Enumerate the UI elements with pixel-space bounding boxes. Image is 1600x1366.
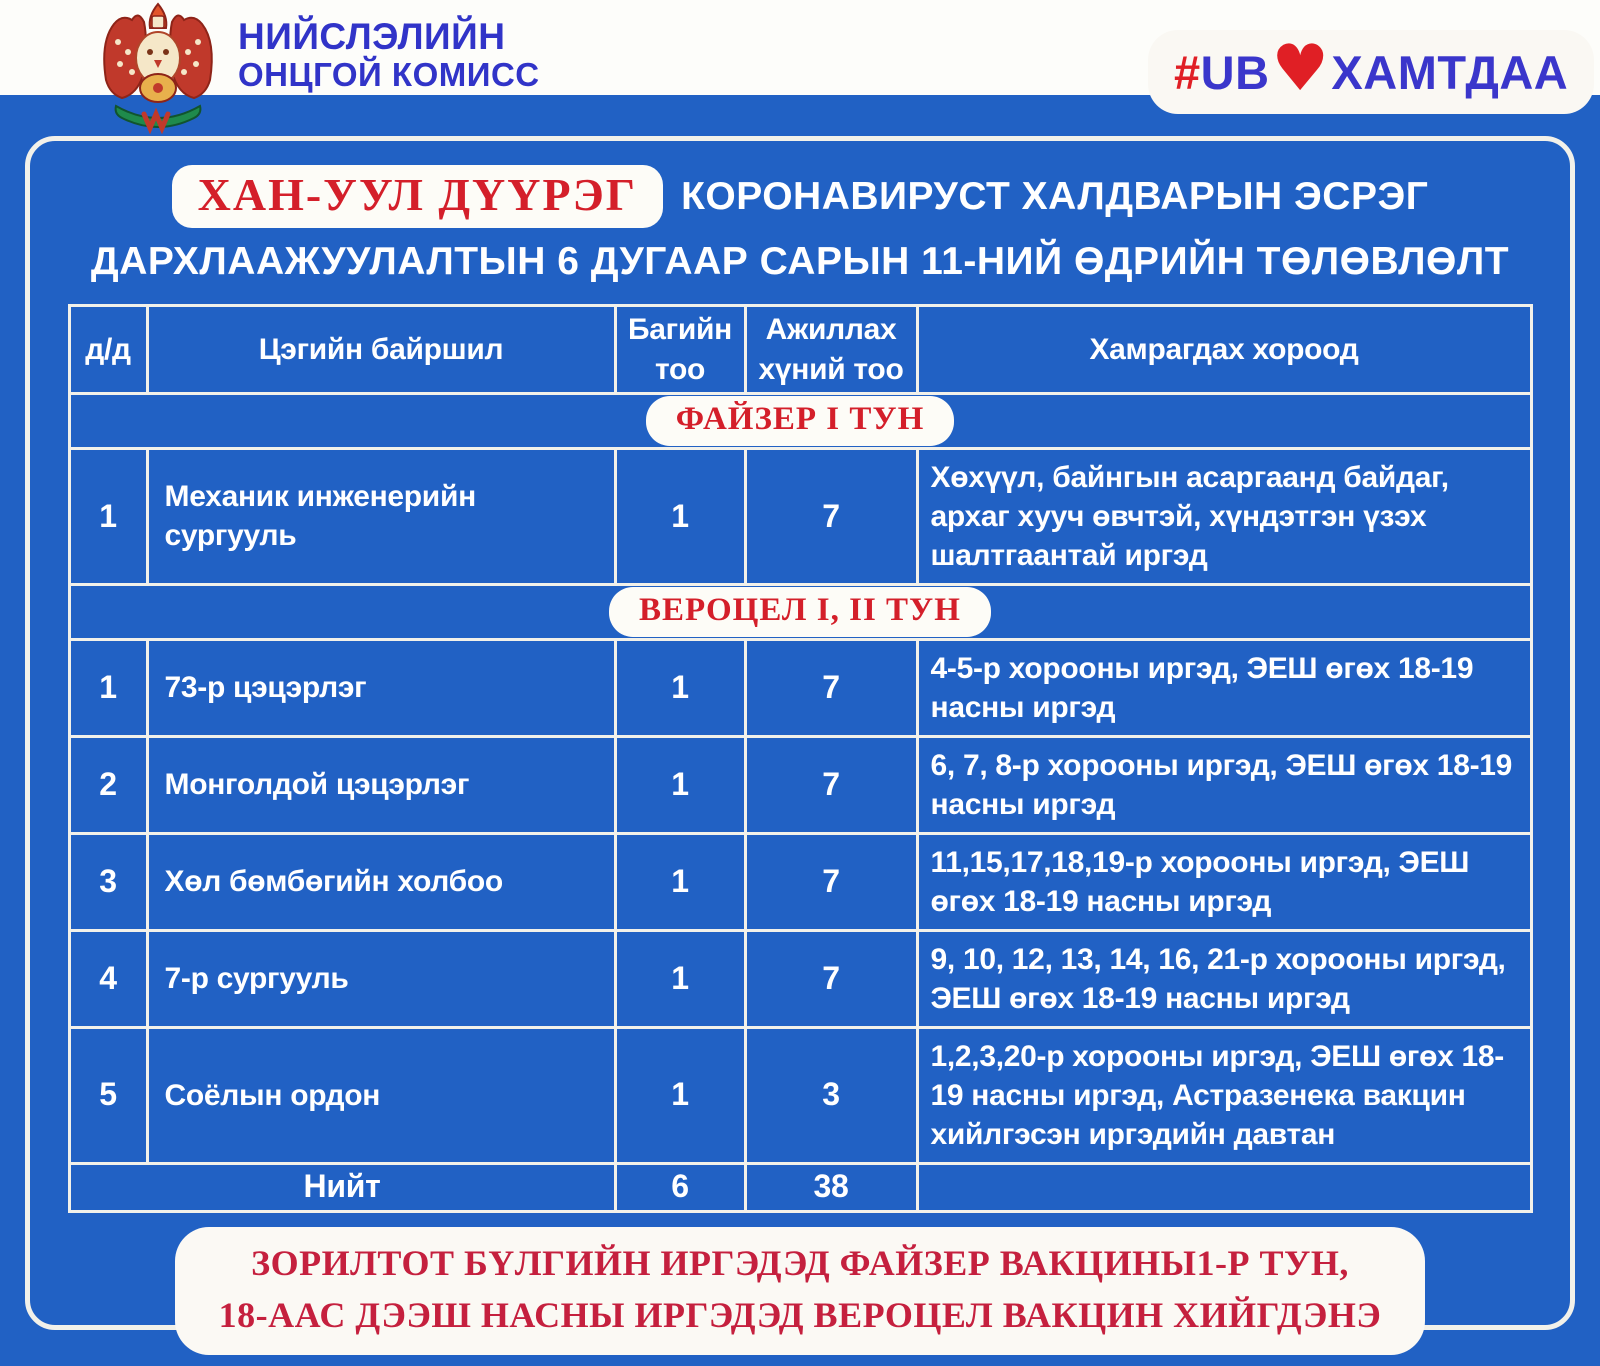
section-band-cell	[69, 394, 1531, 449]
total-teams-cell: 6	[615, 1163, 745, 1211]
khoroos-cell: 4-5-р хорооны иргэд, ЭЕШ өгөх 18-19 насны иргэд	[917, 639, 1531, 736]
title-line1-rest: КОРОНАВИРУСТ ХАЛДВАРЫН ЭСРЭГ	[681, 174, 1429, 218]
staff-count-cell: 7	[745, 930, 917, 1027]
total-staff-cell: 38	[745, 1163, 917, 1211]
total-label-cell: Нийт	[69, 1163, 615, 1211]
title-line1	[30, 165, 1570, 228]
row-number-cell: 3	[69, 833, 147, 930]
vaccination-plan-table	[68, 304, 1533, 1213]
col-header-number: д/д	[69, 306, 147, 394]
org-name-line1: НИЙСЛЭЛИЙН	[238, 16, 506, 57]
poster-title	[30, 165, 1570, 284]
footer-note-line2: 18-ААС ДЭЭШ НАСНЫ ИРГЭДЭД ВЕРОЦЕЛ ВАКЦИН ХИЙГДЭНЭ	[218, 1294, 1382, 1335]
content-frame	[25, 136, 1575, 1335]
row-number-cell: 4	[69, 930, 147, 1027]
teams-count-cell: 1	[615, 1027, 745, 1163]
org-name-line2: ОНЦГОЙ КОМИСС	[238, 56, 540, 94]
staff-count-cell: 7	[745, 448, 917, 584]
table-row	[69, 930, 1531, 1027]
badge-ub-text: UB	[1200, 45, 1270, 99]
teams-count-cell: 1	[615, 736, 745, 833]
location-cell: 73-р цэцэрлэг	[147, 639, 615, 736]
ub-hamtdaa-badge: # UB ♥ ХАМТДАА	[1148, 30, 1594, 114]
total-empty-cell	[917, 1163, 1531, 1211]
location-cell: 7-р сургууль	[147, 930, 615, 1027]
organization-name	[238, 16, 540, 94]
staff-count-cell: 7	[745, 833, 917, 930]
teams-count-cell: 1	[615, 639, 745, 736]
table-row	[69, 1027, 1531, 1163]
badge-hamtdaa-text: ХАМТДАА	[1331, 45, 1569, 99]
district-name-pill: ХАН-УУЛ ДҮҮРЭГ	[172, 165, 663, 228]
total-row	[69, 1163, 1531, 1211]
staff-count-cell: 7	[745, 639, 917, 736]
col-header-teams: Багийн тоо	[615, 306, 745, 394]
khoroos-cell: Хөхүүл, байнгын асаргаанд байдаг, архаг хууч өвчтэй, хүндэтгэн үзэх шалтгаантай иргэд	[917, 448, 1531, 584]
staff-count-cell: 7	[745, 736, 917, 833]
section-label-pill: ВЕРОЦЕЛ I, II ТУН	[609, 587, 991, 637]
section-band-row	[69, 394, 1531, 449]
row-number-cell: 1	[69, 639, 147, 736]
khoroos-cell: 6, 7, 8-р хорооны иргэд, ЭЕШ өгөх 18-19 насны иргэд	[917, 736, 1531, 833]
city-emblem-logo	[98, 2, 218, 134]
section-band-row	[69, 584, 1531, 639]
staff-count-cell: 3	[745, 1027, 917, 1163]
table-row	[69, 448, 1531, 584]
teams-count-cell: 1	[615, 833, 745, 930]
table-row	[69, 639, 1531, 736]
khoroos-cell: 1,2,3,20-р хорооны иргэд, ЭЕШ өгөх 18-19 насны иргэд, Астразенека вакцин хийлгэсэн иргэдийн давтан	[917, 1027, 1531, 1163]
row-number-cell: 2	[69, 736, 147, 833]
hashtag-symbol: #	[1174, 45, 1201, 99]
col-header-khoroos: Хамрагдах хороод	[917, 306, 1531, 394]
col-header-location: Цэгийн байршил	[147, 306, 615, 394]
location-cell: Хөл бөмбөгийн холбоо	[147, 833, 615, 930]
khoroos-cell: 9, 10, 12, 13, 14, 16, 21-р хорооны иргэд, ЭЕШ өгөх 18-19 насны иргэд	[917, 930, 1531, 1027]
teams-count-cell: 1	[615, 930, 745, 1027]
section-label-pill: ФАЙЗЕР I ТУН	[646, 396, 955, 446]
table-header-row	[69, 306, 1531, 394]
location-cell: Монголдой цэцэрлэг	[147, 736, 615, 833]
teams-count-cell: 1	[615, 448, 745, 584]
location-cell: Соёлын ордон	[147, 1027, 615, 1163]
footer-note-line1: ЗОРИЛТОТ БҮЛГИЙН ИРГЭДЭД ФАЙЗЕР ВАКЦИНЫ1-Р ТУН,	[251, 1242, 1349, 1283]
table-row	[69, 833, 1531, 930]
location-cell: Механик инженерийн сургууль	[147, 448, 615, 584]
section-band-cell	[69, 584, 1531, 639]
khangarid-emblem-icon	[98, 2, 218, 134]
table-row	[69, 736, 1531, 833]
row-number-cell: 5	[69, 1027, 147, 1163]
row-number-cell: 1	[69, 448, 147, 584]
khoroos-cell: 11,15,17,18,19-р хорооны иргэд, ЭЕШ өгөх 18-19 насны иргэд	[917, 833, 1531, 930]
footer-note	[175, 1227, 1426, 1355]
title-line2: ДАРХЛААЖУУЛАЛТЫН 6 ДУГААР САРЫН 11-НИЙ ӨДРИЙН ТӨЛӨВЛӨЛТ	[90, 240, 1510, 283]
col-header-staff: Ажиллах хүний тоо	[745, 306, 917, 394]
